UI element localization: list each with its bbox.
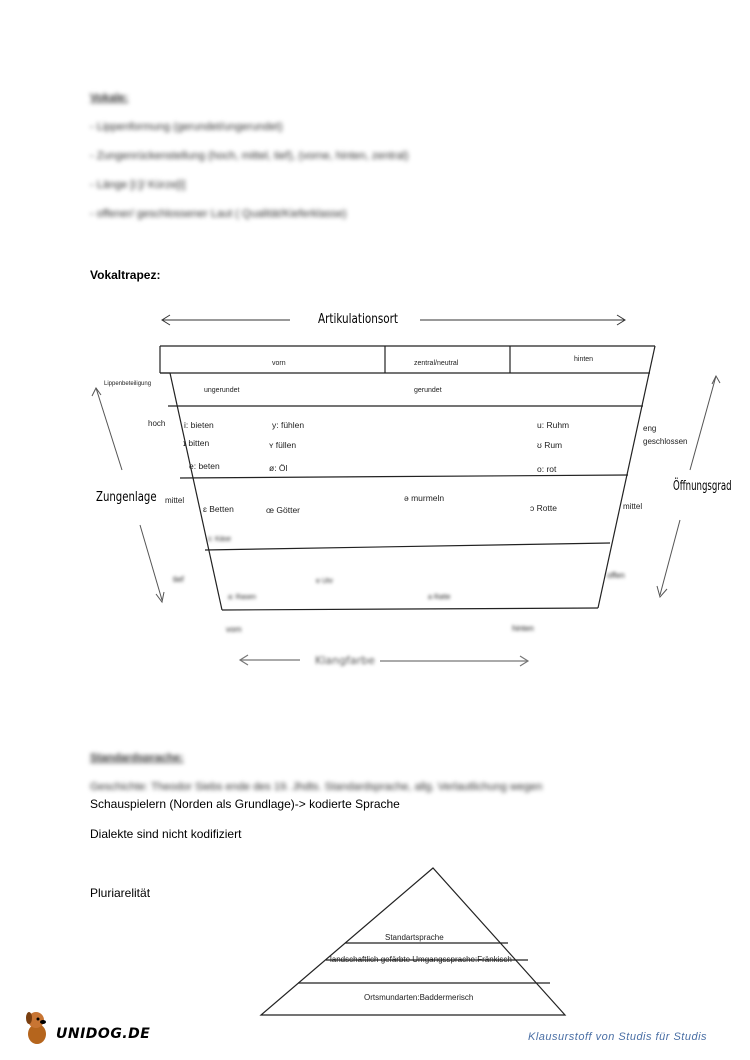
vowel-e-beten: e: beten <box>189 461 220 471</box>
klangfarbe-label: Klangfarbe <box>315 654 375 667</box>
vowel-a-mitte: ɐ Uhr <box>316 578 334 585</box>
trapez-outline <box>160 346 655 610</box>
pyramid-bottom: Ortsmundarten:Baddermerisch <box>364 993 474 1002</box>
vowel-OE-goetter: œ Götter <box>266 505 301 515</box>
column-hinten: hinten <box>574 356 594 363</box>
vowel-Y-fuellen: ʏ füllen <box>269 440 297 450</box>
vowel-o-rot: o: rot <box>537 464 557 474</box>
standardsprache-line3: Dialekte sind nicht kodifiziert <box>90 827 242 841</box>
unidog-logo-text: UNIDOG.DE <box>56 1026 151 1042</box>
vowel-y-fuehlen: y: fühlen <box>272 420 305 430</box>
vokaltrapez-heading: Vokaltrapez: <box>90 268 161 282</box>
vowel-oe-oel: ø: Öl <box>269 463 288 473</box>
level-eng: eng <box>643 424 657 433</box>
level-mittel-left: mittel <box>165 496 185 505</box>
standardsprache-line2: Schauspielern (Norden als Grundlage)-> kodierte Sprache <box>90 797 400 811</box>
standardsprache-blurred-line: Geschichte: Theodor Siebs ende des 19. Jhdts. Standardsprache, allg. Verlautlichung wegen <box>90 781 543 793</box>
column-zentral: zentral/neutral <box>414 360 459 367</box>
vokale-item-2: - Zungenrückenstellung (hoch, mittel, tief), (vorne, hinten, zentral) <box>90 150 409 162</box>
vowel-u-ruhm: u: Ruhm <box>537 420 570 430</box>
unidog-dog-logo <box>22 1010 52 1046</box>
level-hoch: hoch <box>148 419 166 428</box>
bottom-vorn: vorn <box>226 625 242 634</box>
zungenlage-label: Zungenlage <box>96 490 157 505</box>
level-tief: tief <box>173 575 184 584</box>
level-geschlossen: geschlossen <box>643 437 688 446</box>
oeffnungsgrad-label: Öffnungsgrad <box>673 479 732 494</box>
klangfarbe-arrow <box>240 655 528 666</box>
column-vorn: vorn <box>272 360 286 367</box>
vokale-item-4: - offener/ geschlossener Laut ( Qualität/Kieferklasse) <box>90 208 347 220</box>
pluriarelitaet: Pluriarelität <box>90 886 151 900</box>
vowel-U-rum: ʊ Rum <box>537 440 563 450</box>
pyramid-top: Standartsprache <box>385 933 444 942</box>
vokale-item-3: - Länge [i:]/ Kürze[i] <box>90 179 186 191</box>
lippen-gerundet: gerundet <box>414 387 442 394</box>
vowel-O-rotte: ɔ Rotte <box>530 503 557 513</box>
standardsprache-heading: Standardsprache: <box>90 752 184 764</box>
vokale-item-1: - Lippenformung (gerundet/ungerundet) <box>90 121 283 133</box>
level-offen: offen <box>607 571 625 580</box>
footer-tagline: Klausurstoff von Studis für Studis <box>528 1031 708 1043</box>
vowel-E-lang: ɛ: Käse <box>208 536 232 543</box>
vowel-schwa-murmeln: ə murmeln <box>404 493 445 503</box>
vowel-a-rasen: a: Rasen <box>228 594 257 601</box>
vowel-i-bieten: i: bieten <box>184 420 214 430</box>
vowel-E-betten: ɛ Betten <box>203 504 234 514</box>
level-mittel-right: mittel <box>623 502 643 511</box>
pyramid-middle: landschaftlich gefärbte Umgangssprache:Fränkisch <box>330 955 512 964</box>
vowel-I-bitten: ɪ bitten <box>183 438 210 448</box>
vokale-heading: Vokale: <box>90 92 129 104</box>
lippenbeteiligung-label: Lippenbeteiligung <box>104 381 152 387</box>
vowel-a-ratte: a Ratte <box>428 594 451 601</box>
lippen-ungerundet: ungerundet <box>204 387 240 394</box>
bottom-hinten: hinten <box>512 624 534 633</box>
artikulationsort-label: Artikulationsort <box>318 312 398 327</box>
